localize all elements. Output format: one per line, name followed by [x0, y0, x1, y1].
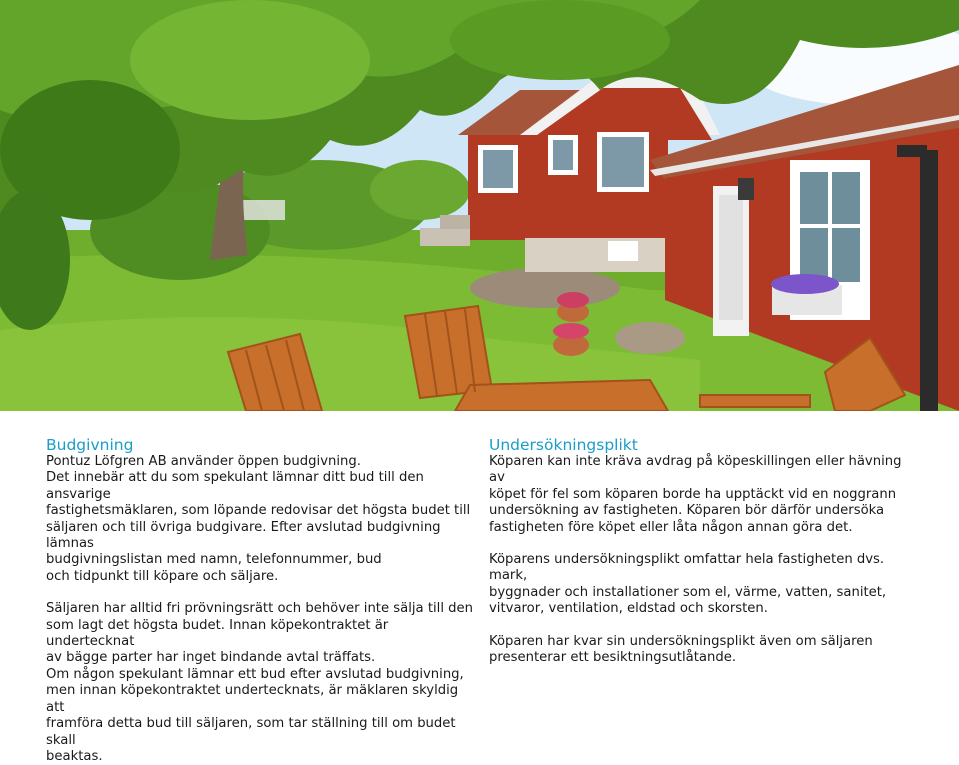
budgivning-heading: Budgivning [46, 436, 134, 454]
budgivning-paragraph-2: Säljaren har alltid fri prövningsrätt och behöver inte sälja till den som lagt det högsta budet. Innan köpekontraktet är undertecknat av bägge parter har inget bindande avtal träffats. Om någon spekulant lämnar ett bud efter avslutad budgivning, men innan köpekontraktet undertecknats, är mäklaren skyldig att framföra detta bud till säljaren, som tar ställning till om budet skall beaktas. [46, 601, 474, 764]
undersokningsplikt-paragraph-3: Köparen har kvar sin undersökningsplikt även om säljaren presenterar ett besiktningsutlåtande. [489, 633, 873, 666]
undersokningsplikt-heading: Undersökningsplikt [489, 436, 638, 454]
budgivning-section [46, 436, 476, 765]
undersokningsplikt-paragraph-1: Köparen kan inte kräva avdrag på köpeskillingen eller hävning av köpet för fel som köparen borde ha upptäckt vid en noggrann undersökning av fastigheten. Köparen bör därför undersöka fastigheten före köpet eller låta någon annan göra det. [489, 454, 902, 535]
undersokningsplikt-paragraph-2: Köparens undersökningsplikt omfattar hela fastigheten dvs. mark, byggnader och installationer som el, värme, vatten, sanitet, vitvaror, ventilation, eldstad och skorsten. [489, 552, 887, 617]
undersokningsplikt-section [489, 436, 919, 666]
budgivning-paragraph-1: Pontuz Löfgren AB använder öppen budgivning. Det innebär att du som spekulant lämnar ditt bud till den ansvarige fastighetsmäklaren, som löpande redovisar det högsta budet till säljaren och till övriga budgivare. Efter avslutad budgivning lämnas budgivningslistan med namn, telefonnummer, bud och tidpunkt till köpare och säljare. [46, 454, 471, 584]
